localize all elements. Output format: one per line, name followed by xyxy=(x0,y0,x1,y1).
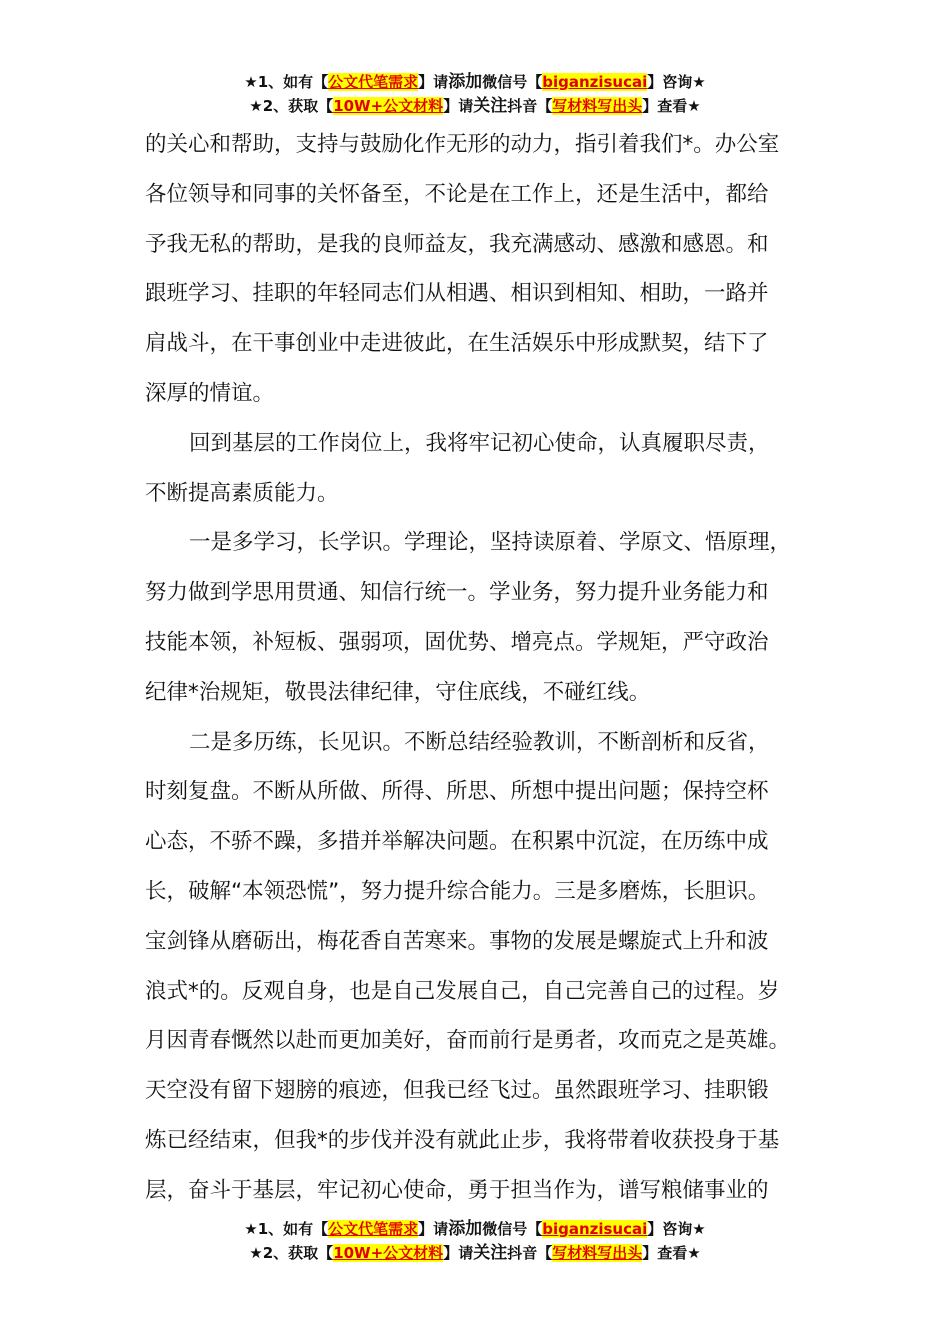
text-line: 肩战斗，在干事创业中走进彼此，在生活娱乐中形成默契，结下了 xyxy=(145,331,769,357)
paragraph-gratitude xyxy=(145,120,835,419)
text-line: 予我无私的帮助，是我的良师益友，我充满感动、感激和感恩。和 xyxy=(145,231,769,257)
text-line: 深厚的情谊。 xyxy=(145,380,275,406)
highlight-wechat-id: biganzisucai xyxy=(542,73,648,91)
banner-emphasis: 关注 xyxy=(473,96,508,116)
text-line: 二是多历练，长见识。不断总结经验教训，不断剖析和反省， xyxy=(189,729,770,755)
highlight-wechat-id: biganzisucai xyxy=(542,1220,648,1238)
text-line: 月因青春慨然以赴而更加美好，奋而前行是勇者，攻而克之是英雄。 xyxy=(145,1028,791,1054)
paragraph-commitment xyxy=(145,419,835,519)
banner-text: 抖音【 xyxy=(507,1244,553,1262)
banner-text: 微信号【 xyxy=(482,73,543,91)
highlight-materials: 10W+公文材料 xyxy=(333,1244,444,1262)
banner-emphasis: 添加 xyxy=(448,72,483,92)
banner-text: ★2、获取【 xyxy=(249,97,334,115)
banner-text: 】查看★ xyxy=(642,1244,701,1262)
text-line: 心态，不骄不躁，多措并举解决问题。在积累中沉淀，在历练中成 xyxy=(145,829,769,855)
banner-text: 】咨询★ xyxy=(647,73,706,91)
banner-text: 】请 xyxy=(443,1244,474,1262)
banner-text: 】请 xyxy=(418,73,449,91)
banner-text: ★1、如有【 xyxy=(244,1220,329,1238)
highlight-service: 公文代笔需求 xyxy=(328,1220,419,1238)
banner-text: 】咨询★ xyxy=(647,1220,706,1238)
highlight-materials: 10W+公文材料 xyxy=(333,97,444,115)
text-line: 宝剑锋从磨砺出，梅花香自苦寒来。事物的发展是螺旋式上升和波 xyxy=(145,928,769,954)
highlight-douyin-account: 写材料写出头 xyxy=(552,1244,643,1262)
banner-line-2 xyxy=(0,1241,950,1265)
text-line: 纪律*治规矩，敬畏法律纪律，守住底线，不碰红线。 xyxy=(145,679,651,705)
banner-text: 】请 xyxy=(418,1220,449,1238)
text-line: 不断提高素质能力。 xyxy=(145,480,339,506)
text-line: 努力做到学思用贯通、知信行统一。学业务，努力提升业务能力和 xyxy=(145,580,769,606)
banner-emphasis: 添加 xyxy=(448,1219,483,1239)
highlight-douyin-account: 写材料写出头 xyxy=(552,97,643,115)
text-line: 层，奋斗于基层，牢记初心使命，勇于担当作为，谱写粮储事业的 xyxy=(145,1177,769,1203)
banner-text: 微信号【 xyxy=(482,1220,543,1238)
banner-text: 】查看★ xyxy=(642,97,701,115)
text-line: 跟班学习、挂职的年轻同志们从相遇、相识到相知、相助，一路并 xyxy=(145,281,769,307)
banner-emphasis: 关注 xyxy=(473,1243,508,1263)
text-line: 时刻复盘。不断从所做、所得、所思、所想中提出问题；保持空杯 xyxy=(145,779,769,805)
banner-text: ★1、如有【 xyxy=(244,73,329,91)
banner-line-2 xyxy=(0,94,950,118)
banner-text: 抖音【 xyxy=(507,97,553,115)
text-line: 炼已经结束，但我*的步伐并没有就此止步，我将带着收获投身于基 xyxy=(145,1127,780,1153)
text-line: 各位领导和同事的关怀备至，不论是在工作上，还是生活中，都给 xyxy=(145,181,769,207)
document-body xyxy=(145,120,835,1216)
text-line: 技能本领，补短板、强弱项，固优势、增亮点。学规矩，严守政治 xyxy=(145,629,769,655)
banner-text: 】请 xyxy=(443,97,474,115)
text-line: 长，破解“本领恐慌”，努力提升综合能力。三是多磨炼，长胆识。 xyxy=(145,878,770,904)
footer-banner xyxy=(0,1217,950,1265)
text-line: 浪式*的。反观自身，也是自己发展自己，自己完善自己的过程。岁 xyxy=(145,978,780,1004)
paragraph-practice xyxy=(145,718,835,1216)
text-line: 一是多学习，长学识。学理论，坚持读原着、学原文、悟原理， xyxy=(189,530,792,556)
banner-line-1 xyxy=(0,1217,950,1241)
banner-text: ★2、获取【 xyxy=(249,1244,334,1262)
header-banner xyxy=(0,70,950,118)
banner-line-1 xyxy=(0,70,950,94)
paragraph-study xyxy=(145,518,835,717)
text-line: 回到基层的工作岗位上，我将牢记初心使命，认真履职尽责， xyxy=(189,430,770,456)
highlight-service: 公文代笔需求 xyxy=(328,73,419,91)
text-line: 的关心和帮助，支持与鼓励化作无形的动力，指引着我们*。办公室 xyxy=(145,132,780,157)
text-line: 天空没有留下翅膀的痕迹，但我已经飞过。虽然跟班学习、挂职锻 xyxy=(145,1078,769,1104)
